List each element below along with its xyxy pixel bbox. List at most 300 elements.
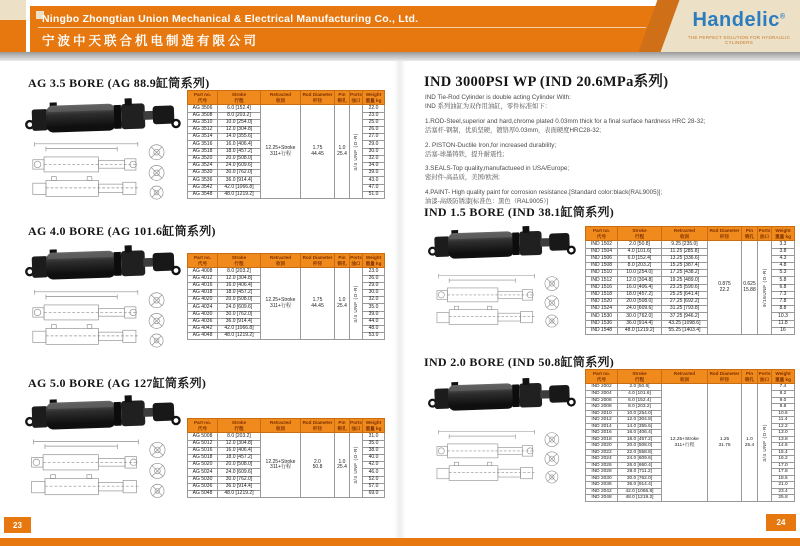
brand-name: Handelic: [692, 9, 780, 31]
spec-row: [188, 433, 385, 440]
part-no-cell: IND 1536: [586, 320, 618, 327]
stroke-cell: 8.0 [203.2]: [618, 404, 662, 411]
intro-line-en: 1.ROD-Steel,superior and hard,chrome plated 0.03mm thick for a final surface hardness HRC 28-32;: [425, 117, 706, 125]
stroke-cell: 20.0 [508.0]: [618, 443, 662, 450]
weight-cell: 52.0: [363, 476, 385, 483]
retracted-cell: 27.25 [692.2]: [662, 298, 708, 305]
part-no-cell: IND 2024: [586, 456, 618, 463]
intro-line-zh: IND 系列油缸为双作用油缸，零件标准如下：: [425, 103, 551, 111]
part-no-cell: AG 4048: [188, 333, 218, 340]
ports-vertical-label: 3/4 UNF (O-R): [761, 423, 767, 462]
weight-cell: 43.0: [363, 177, 385, 184]
weight-cell: 32.0: [363, 297, 385, 304]
column-header: Part no. 代号: [188, 254, 218, 268]
stroke-cell: 12.0 [304.8]: [218, 127, 261, 134]
stroke-cell: 24.0 [609.6]: [218, 469, 261, 476]
part-no-cell: IND 1548: [586, 327, 618, 334]
weight-cell: 29.0: [363, 141, 385, 148]
rod-diameter-cell: 2.0 50.8: [301, 433, 335, 498]
intro-line-zh: 活塞-球墨铸铁，提升耐震性;: [425, 150, 505, 158]
intro-line-en: 2. PISTON-Ductile Iron,for increased durability;: [425, 141, 557, 149]
column-header: Stroke 行程: [618, 370, 662, 384]
weight-cell: 5.3: [772, 270, 795, 277]
stroke-cell: 6.0 [152.4]: [618, 255, 662, 262]
header-row: [586, 370, 795, 384]
retracted-cell: 23.25 [590.6]: [662, 284, 708, 291]
weight-cell: 16: [772, 327, 795, 334]
weight-cell: 11.8: [772, 320, 795, 327]
weight-cell: 8.2: [772, 390, 795, 397]
part-no-cell: AG 3514: [188, 134, 218, 141]
weight-cell: 3.8: [772, 248, 795, 255]
page-number-right: 24: [766, 514, 796, 531]
part-no-cell: AG 5020: [188, 462, 218, 469]
column-header: Weight 重量 kg: [363, 91, 385, 105]
stroke-cell: 48.0 [1219.2]: [618, 495, 662, 502]
intro-line-zh: 油漆-高级防锈漆[标准色：黑色（RAL9005）]: [425, 198, 549, 206]
stroke-cell: 20.0 [508.0]: [218, 297, 261, 304]
pin-cell: 1.0 25.4: [335, 268, 350, 340]
ports-cell: [350, 433, 363, 498]
company-name-zh: 宁波中天联合机电制造有限公司: [42, 34, 260, 48]
part-no-cell: AG 3512: [188, 127, 218, 134]
stroke-cell: 42.0 [1066.8]: [218, 325, 261, 332]
part-no-cell: AG 5018: [188, 455, 218, 462]
part-no-cell: IND 1512: [586, 277, 618, 284]
weight-cell: 12.2: [772, 423, 795, 430]
part-no-cell: IND 1516: [586, 284, 618, 291]
retracted-cell: 17.25 [438.2]: [662, 270, 708, 277]
technical-drawing: [24, 141, 186, 201]
cylinder-photo: [24, 93, 182, 137]
retracted-cell: 9.25 [235.0]: [662, 241, 708, 248]
weight-cell: 7.8: [772, 298, 795, 305]
part-no-cell: IND 2006: [586, 397, 618, 404]
column-header: Pin 销孔: [335, 91, 350, 105]
ports-vertical-label: 3/4 UNF (O-R): [353, 285, 359, 323]
intro-paragraph: [425, 93, 785, 111]
column-header: Ports 油口: [350, 91, 363, 105]
header-gray-band: [0, 52, 800, 61]
header-row: [586, 227, 795, 241]
column-header: Weight 重量 kg: [363, 254, 385, 268]
intro-paragraph: [425, 141, 785, 159]
stroke-cell: 42.0 [1066.8]: [618, 488, 662, 495]
weight-cell: 31.0: [363, 433, 385, 440]
part-no-cell: AG 3506: [188, 105, 218, 112]
part-no-cell: IND 1502: [586, 241, 618, 248]
part-no-cell: AG 4012: [188, 275, 218, 282]
part-no-cell: IND 2026: [586, 462, 618, 469]
column-header: Rod Diameter 杆径: [708, 370, 742, 384]
part-no-cell: IND 2012: [586, 417, 618, 424]
retracted-cell: 12.25+Stroke 311+行程: [261, 433, 301, 498]
spec-table-ind15: [585, 226, 795, 335]
retracted-cell: 37.25 [946.2]: [662, 313, 708, 320]
column-header: Part no. 代号: [586, 370, 618, 384]
weight-cell: 69.0: [363, 490, 385, 497]
column-header: Stroke 行程: [218, 419, 261, 433]
stroke-cell: 16.0 [406.4]: [618, 430, 662, 437]
stroke-cell: 6.0 [152.4]: [618, 397, 662, 404]
stroke-cell: 36.0 [914.4]: [218, 177, 261, 184]
column-header: Stroke 行程: [618, 227, 662, 241]
part-no-cell: IND 2028: [586, 469, 618, 476]
stroke-cell: 20.0 [508.0]: [218, 462, 261, 469]
retracted-cell: 11.25 [285.8]: [662, 248, 708, 255]
retracted-cell: 31.25 [793.8]: [662, 306, 708, 313]
part-no-cell: AG 5036: [188, 483, 218, 490]
weight-cell: 17.8: [772, 469, 795, 476]
ports-vertical-label: 3/4 UNF (O-R): [353, 446, 359, 485]
header-divider: [38, 27, 646, 28]
stroke-cell: 8.0 [203.2]: [218, 268, 261, 275]
part-no-cell: AG 4020: [188, 297, 218, 304]
column-header: Rod Diameter 杆径: [301, 91, 335, 105]
weight-cell: 4.8: [772, 263, 795, 270]
stroke-cell: 4.0 [101.6]: [618, 248, 662, 255]
page-number-left: 23: [4, 517, 31, 533]
column-header: Ports 油口: [350, 254, 363, 268]
weight-cell: 39.0: [363, 170, 385, 177]
brand-logo: [684, 9, 794, 32]
part-no-cell: AG 4024: [188, 304, 218, 311]
weight-cell: 32.0: [363, 155, 385, 162]
stroke-cell: 18.0 [457.2]: [618, 291, 662, 298]
stroke-cell: 22.0 [558.8]: [618, 449, 662, 456]
part-no-cell: IND 1510: [586, 270, 618, 277]
weight-cell: 23.0: [363, 268, 385, 275]
stroke-cell: 26.0 [660.4]: [618, 462, 662, 469]
section-title-ag40: AG 4.0 BORE (AG 101.6缸筒系列): [28, 224, 216, 238]
stroke-cell: 48.0 [1219.2]: [218, 191, 261, 198]
weight-cell: 35.0: [363, 304, 385, 311]
stroke-cell: 20.0 [508.0]: [218, 155, 261, 162]
pin-cell: 1.0 25.4: [742, 384, 758, 501]
stroke-cell: 36.0 [914.4]: [618, 482, 662, 489]
stroke-cell: 2.0 [50.8]: [618, 241, 662, 248]
column-header: Stroke 行程: [218, 91, 261, 105]
weight-cell: 42.0: [363, 462, 385, 469]
stroke-cell: 24.0 [609.6]: [218, 304, 261, 311]
spec-table-ag50: [187, 418, 385, 498]
part-no-cell: AG 4036: [188, 318, 218, 325]
stroke-cell: 36.0 [914.4]: [218, 318, 261, 325]
weight-cell: 23.4: [772, 488, 795, 495]
cylinder-photo: [427, 219, 577, 265]
cylinder-photo: [24, 240, 182, 284]
pin-cell: 1.0 25.4: [335, 433, 350, 498]
rod-diameter-cell: 1.75 44.45: [301, 268, 335, 340]
retracted-cell: 15.25 [387.4]: [662, 263, 708, 270]
retracted-cell: 12.25+Stroke 311+行程: [662, 384, 708, 501]
weight-cell: 13.0: [772, 430, 795, 437]
part-no-cell: AG 4016: [188, 282, 218, 289]
stroke-cell: 14.0 [355.6]: [618, 423, 662, 430]
stroke-cell: 16.0 [406.4]: [218, 282, 261, 289]
part-no-cell: IND 2020: [586, 443, 618, 450]
column-header: Pin 销孔: [335, 419, 350, 433]
rod-diameter-cell: 0.875 22.2: [708, 241, 742, 334]
weight-cell: 5.8: [772, 277, 795, 284]
column-header: Stroke 行程: [218, 254, 261, 268]
column-header: Retracted 收回: [662, 370, 708, 384]
stroke-cell: 8.0 [203.2]: [218, 112, 261, 119]
weight-cell: 53.0: [363, 333, 385, 340]
part-no-cell: IND 2022: [586, 449, 618, 456]
weight-cell: 35.0: [363, 440, 385, 447]
part-no-cell: AG 3530: [188, 170, 218, 177]
stroke-cell: 30.0 [762.0]: [218, 170, 261, 177]
column-header: Weight 重量 kg: [772, 370, 795, 384]
column-header: Part no. 代号: [586, 227, 618, 241]
stroke-cell: 2.0 [50.8]: [618, 384, 662, 391]
part-no-cell: AG 3542: [188, 184, 218, 191]
intro-paragraph: [425, 117, 785, 135]
column-header: Ports 油口: [758, 370, 772, 384]
ports-vertical-label: 3/4 UNF (O-R): [353, 132, 359, 171]
retracted-cell: 12.25+Stroke 311+行程: [261, 268, 301, 340]
stroke-cell: 18.0 [457.2]: [218, 455, 261, 462]
intro-paragraphs: [425, 93, 785, 212]
stroke-cell: 16.0 [406.4]: [618, 284, 662, 291]
intro-paragraph: [425, 164, 785, 182]
weight-cell: 11.4: [772, 417, 795, 424]
weight-cell: 26.0: [363, 275, 385, 282]
stroke-cell: 18.0 [457.2]: [618, 436, 662, 443]
part-no-cell: IND 1504: [586, 248, 618, 255]
stroke-cell: 12.0 [304.8]: [218, 440, 261, 447]
weight-cell: 9.8: [772, 404, 795, 411]
ports-cell: [350, 105, 363, 198]
ports-cell: [758, 384, 772, 501]
part-no-cell: AG 5012: [188, 440, 218, 447]
part-no-cell: AG 3508: [188, 112, 218, 119]
column-header: Pin 销孔: [742, 370, 758, 384]
header-row: [188, 419, 385, 433]
weight-cell: 25.8: [772, 495, 795, 502]
ports-cell: [350, 268, 363, 340]
part-no-cell: IND 2010: [586, 410, 618, 417]
stroke-cell: 10.0 [254.0]: [618, 410, 662, 417]
spec-table-ag40: [187, 253, 385, 340]
column-header: Rod Diameter 杆径: [301, 419, 335, 433]
column-header: Weight 重量 kg: [772, 227, 795, 241]
retracted-cell: 43.25 [1098.6]: [662, 320, 708, 327]
column-header: Part no. 代号: [188, 91, 218, 105]
technical-drawing: [24, 438, 186, 500]
column-header: Ports 油口: [758, 227, 772, 241]
retracted-cell: 55.25 [1403.4]: [662, 327, 708, 334]
intro-line-en: 3.SEALS-Top quality,manufactueed in USA/Europe;: [425, 165, 570, 173]
weight-cell: 18.6: [772, 475, 795, 482]
spec-table-ind20: [585, 369, 795, 502]
weight-cell: 22.0: [363, 105, 385, 112]
weight-cell: 47.0: [363, 184, 385, 191]
spec-row: [188, 105, 385, 112]
weight-cell: 25.0: [363, 119, 385, 126]
spec-table-ag35: [187, 90, 385, 199]
column-header: Part no. 代号: [188, 419, 218, 433]
weight-cell: 57.0: [363, 483, 385, 490]
weight-cell: 30.0: [363, 148, 385, 155]
weight-cell: 6.8: [772, 284, 795, 291]
part-no-cell: IND 1506: [586, 255, 618, 262]
weight-cell: 40.0: [363, 455, 385, 462]
stroke-cell: 42.0 [1066.8]: [218, 184, 261, 191]
stroke-cell: 18.0 [457.2]: [218, 290, 261, 297]
part-no-cell: AG 5030: [188, 476, 218, 483]
stroke-cell: 28.0 [711.2]: [618, 469, 662, 476]
cylinder-photo: [427, 371, 577, 417]
stroke-cell: 24.0 [609.6]: [618, 456, 662, 463]
weight-cell: 30.0: [363, 290, 385, 297]
cylinder-photo: [24, 390, 182, 434]
weight-cell: 17.0: [772, 462, 795, 469]
section-title-ind-intro: IND 3000PSI WP (IND 20.6MPa系列): [424, 74, 669, 90]
part-no-cell: IND 1508: [586, 263, 618, 270]
technical-drawing: [24, 289, 186, 349]
stroke-cell: 20.0 [508.0]: [618, 298, 662, 305]
intro-line-zh: 密封件-高品质，美国/欧洲;: [425, 174, 500, 182]
column-header: Retracted 收回: [261, 419, 301, 433]
rod-diameter-cell: 1.25 31.75: [708, 384, 742, 501]
column-header: Ports 油口: [350, 419, 363, 433]
part-no-cell: IND 2048: [586, 495, 618, 502]
footer-band: [0, 538, 800, 546]
retracted-cell: 19.25 [489.0]: [662, 277, 708, 284]
weight-cell: 15.4: [772, 449, 795, 456]
ports-cell: [758, 241, 772, 334]
spec-row: [188, 268, 385, 275]
part-no-cell: AG 5008: [188, 433, 218, 440]
column-header: Retracted 收回: [662, 227, 708, 241]
technical-drawing: [430, 270, 578, 332]
header-row: [188, 91, 385, 105]
header-row: [188, 254, 385, 268]
section-title-ind20: IND 2.0 BORE (IND 50.8缸筒系列): [424, 355, 615, 369]
stroke-cell: 18.0 [457.2]: [218, 148, 261, 155]
weight-cell: 27.0: [363, 134, 385, 141]
stroke-cell: 48.0 [1219.2]: [618, 327, 662, 334]
part-no-cell: AG 4030: [188, 311, 218, 318]
stroke-cell: 14.0 [355.6]: [218, 134, 261, 141]
stroke-cell: 16.0 [406.4]: [218, 141, 261, 148]
stroke-cell: 48.0 [1219.2]: [218, 333, 261, 340]
column-header: Rod Diameter 杆径: [301, 254, 335, 268]
part-no-cell: AG 3510: [188, 119, 218, 126]
weight-cell: 23.0: [363, 112, 385, 119]
part-no-cell: AG 4008: [188, 268, 218, 275]
intro-line-en: 4.PAINT- High quality paint for corrosion resistance.[Standard color:black(RAL9005)];: [425, 189, 663, 196]
stroke-cell: 8.0 [203.2]: [218, 433, 261, 440]
part-no-cell: AG 3536: [188, 177, 218, 184]
weight-cell: 46.0: [363, 469, 385, 476]
weight-cell: 29.0: [363, 282, 385, 289]
stroke-cell: 48.0 [1219.2]: [218, 490, 261, 497]
stroke-cell: 6.0 [152.4]: [218, 105, 261, 112]
intro-line-zh: 活塞杆-钢制，优质坚硬，镀铬厚0.03mm，表面硬度HRC28-32;: [425, 126, 601, 134]
retracted-cell: 25.25 [641.4]: [662, 291, 708, 298]
retracted-cell: 13.25 [336.6]: [662, 255, 708, 262]
part-no-cell: AG 3516: [188, 141, 218, 148]
part-no-cell: IND 2018: [586, 436, 618, 443]
weight-cell: 34.0: [363, 162, 385, 169]
part-no-cell: IND 2030: [586, 475, 618, 482]
weight-cell: 7.4: [772, 384, 795, 391]
weight-cell: 13.8: [772, 436, 795, 443]
stroke-cell: 30.0 [762.0]: [618, 475, 662, 482]
column-header: Weight 重量 kg: [363, 419, 385, 433]
part-no-cell: AG 5024: [188, 469, 218, 476]
stroke-cell: 36.0 [914.4]: [218, 483, 261, 490]
decor-square-orange: [0, 20, 26, 52]
stroke-cell: 12.0 [304.8]: [618, 417, 662, 424]
weight-cell: 8.8: [772, 306, 795, 313]
ports-vertical-label: 9/16UNF (O-R): [761, 268, 767, 308]
weight-cell: 16.2: [772, 456, 795, 463]
part-no-cell: IND 1530: [586, 313, 618, 320]
part-no-cell: AG 4042: [188, 325, 218, 332]
part-no-cell: IND 2036: [586, 482, 618, 489]
part-no-cell: IND 2004: [586, 390, 618, 397]
weight-cell: 4.3: [772, 255, 795, 262]
weight-cell: 44.0: [363, 318, 385, 325]
part-no-cell: IND 2008: [586, 404, 618, 411]
weight-cell: 39.0: [363, 311, 385, 318]
stroke-cell: 30.0 [762.0]: [618, 313, 662, 320]
part-no-cell: IND 2002: [586, 384, 618, 391]
pin-cell: 1.0 25.4: [335, 105, 350, 198]
section-title-ind15: IND 1.5 BORE (IND 38.1缸筒系列): [424, 205, 615, 219]
weight-cell: 7.3: [772, 291, 795, 298]
part-no-cell: AG 3524: [188, 162, 218, 169]
part-no-cell: IND 1524: [586, 306, 618, 313]
weight-cell: 51.0: [363, 191, 385, 198]
technical-drawing: [430, 421, 578, 493]
stroke-cell: 4.0 [101.6]: [618, 390, 662, 397]
stroke-cell: 30.0 [762.0]: [218, 476, 261, 483]
weight-cell: 9.0: [772, 397, 795, 404]
stroke-cell: 12.0 [304.8]: [618, 277, 662, 284]
part-no-cell: IND 1518: [586, 291, 618, 298]
weight-cell: 10.3: [772, 313, 795, 320]
section-title-ag50: AG 5.0 BORE (AG 127缸筒系列): [28, 376, 207, 390]
weight-cell: 3.3: [772, 241, 795, 248]
column-header: Rod Diameter 杆径: [708, 227, 742, 241]
registered-mark: ®: [779, 13, 786, 21]
part-no-cell: AG 3518: [188, 148, 218, 155]
stroke-cell: 12.0 [304.8]: [218, 275, 261, 282]
stroke-cell: 30.0 [762.0]: [218, 311, 261, 318]
part-no-cell: AG 3520: [188, 155, 218, 162]
stroke-cell: 8.0 [203.2]: [618, 263, 662, 270]
part-no-cell: AG 5016: [188, 447, 218, 454]
weight-cell: 21.0: [772, 482, 795, 489]
weight-cell: 10.6: [772, 410, 795, 417]
brand-tagline: THE PERFECT SOLUTION FOR HYDRAULIC CYLINDERS: [687, 35, 791, 45]
stroke-cell: 16.0 [406.4]: [218, 447, 261, 454]
weight-cell: 26.0: [363, 127, 385, 134]
rod-diameter-cell: 1.75 44.45: [301, 105, 335, 198]
section-title-ag35: AG 3.5 BORE (AG 88.9缸筒系列): [28, 76, 210, 90]
part-no-cell: AG 3548: [188, 191, 218, 198]
stroke-cell: 36.0 [914.4]: [618, 320, 662, 327]
column-header: Retracted 收回: [261, 91, 301, 105]
weight-cell: 48.0: [363, 325, 385, 332]
column-header: Pin 销孔: [335, 254, 350, 268]
column-header: Retracted 收回: [261, 254, 301, 268]
